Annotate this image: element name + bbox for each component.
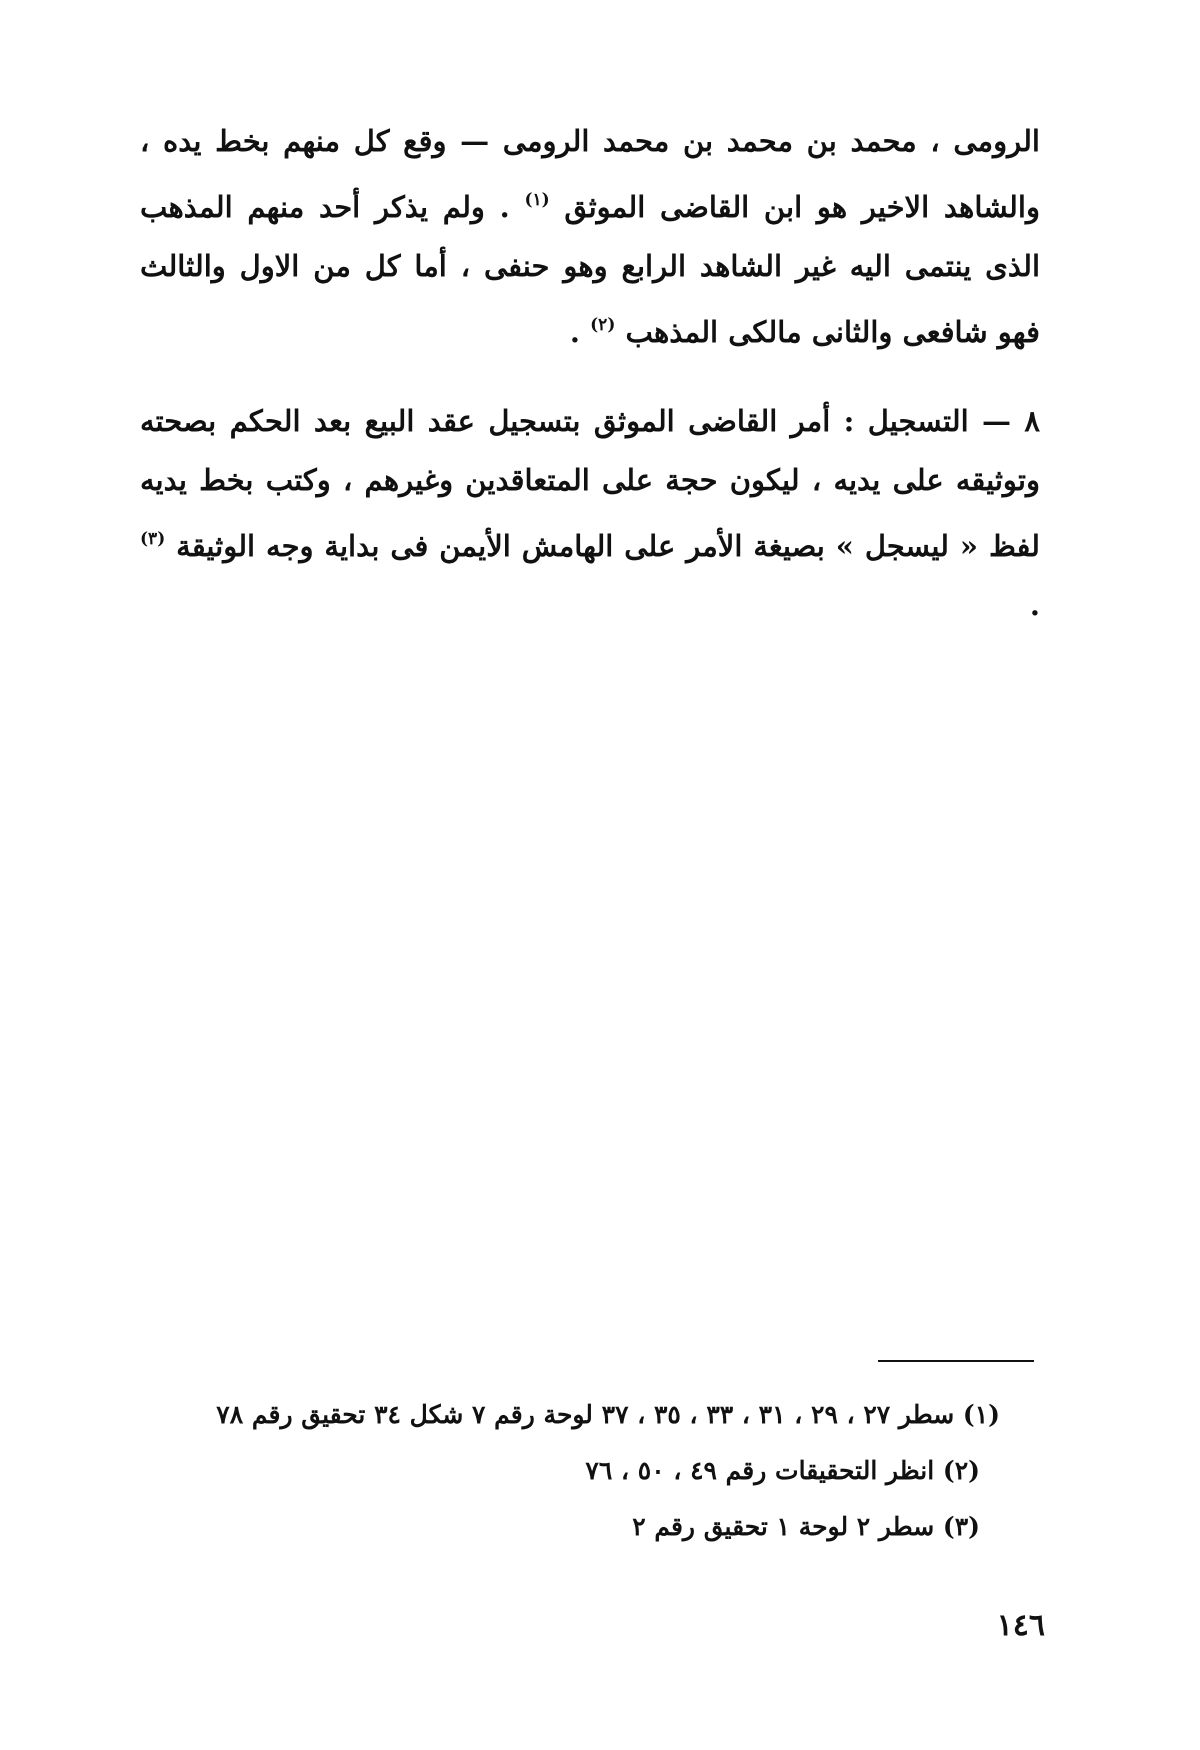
footnote-ref-3[interactable]: (٣) (140, 529, 166, 549)
footnote-ref-2[interactable]: (٢) (590, 315, 616, 335)
footnote-ref-1[interactable]: (١) (524, 190, 550, 210)
page-number: ١٤٦ (996, 1608, 1045, 1643)
main-text (140, 112, 1040, 665)
footnotes (120, 1390, 1000, 1558)
paragraph-text: الرومى ، محمد بن محمد بن محمد الرومى — وقع كل منهم بخط يده ، والشاهد الاخير هو ابن القاضى الموثق (140, 124, 1040, 224)
paragraph-end-mark: . (569, 315, 581, 349)
paragraph-end-mark: . (1029, 588, 1040, 622)
paragraph-witnesses (140, 112, 1040, 362)
paragraph-registration (140, 392, 1040, 635)
footnote-2: (٢) انظر التحقيقات رقم ٤٩ ، ٥٠ ، ٧٦ (585, 1456, 980, 1485)
footnote-separator (878, 1360, 1034, 1362)
footnote-1: (١) سطر ٢٧ ، ٢٩ ، ٣١ ، ٣٣ ، ٣٥ ، ٣٧ لوحة رقم ٧ شكل ٣٤ تحقيق رقم ٧٨ (216, 1400, 1000, 1429)
paragraph-text-continued: . ولم يذكر أحد منهم المذهب الذى ينتمى اليه غير الشاهد الرابع وهو حنفى ، أما كل من الاول والثالث فهو شافعى والثانى مالكى المذهب (140, 190, 1040, 349)
paragraph-text: ٨ — التسجيل : أمر القاضى الموثق بتسجيل عقد البيع بعد الحكم بصحته وتوثيقه على يديه ، ليكون حجة على المتعاقدين وغيرهم ، وكتب بخط يديه لفظ « ليسجل » بصيغة الأمر على الهامش الأيمن فى بداية وجه الوثيقة (140, 404, 1040, 563)
footnote-3: (٣) سطر ٢ لوحة ١ تحقيق رقم ٢ (632, 1512, 980, 1541)
